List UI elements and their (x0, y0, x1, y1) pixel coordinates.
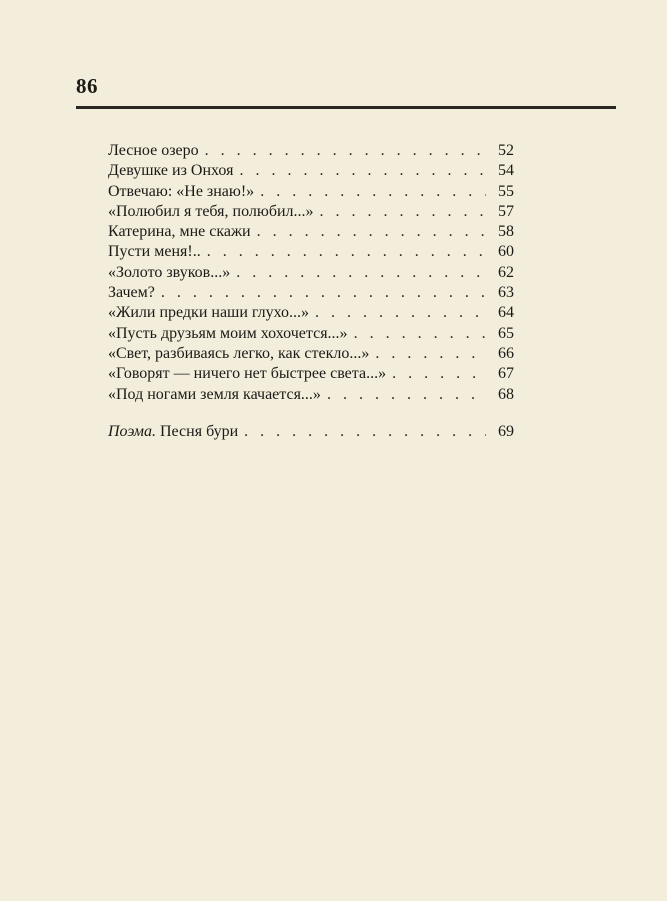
leader-dots (315, 303, 486, 323)
toc-poem-title (108, 422, 238, 442)
toc-entry-page: 67 (498, 365, 514, 383)
section-spacer (108, 405, 514, 422)
toc-entry-page: 60 (498, 243, 514, 261)
toc-entry (108, 161, 514, 181)
toc-entry-title: Пусти меня!.. (108, 243, 201, 261)
header-rule (76, 106, 616, 109)
toc-entry (108, 222, 514, 242)
toc-entry-title: «Жили предки наши глухо...» (108, 304, 310, 322)
toc-entry (108, 344, 514, 364)
leader-dots (205, 141, 486, 161)
toc-entry-title: Зачем? (108, 284, 155, 302)
leader-dots (354, 324, 486, 344)
toc-entry-page: 63 (498, 284, 514, 302)
poem-title: Песня бури (160, 422, 239, 440)
leader-dots (392, 364, 486, 384)
toc-entry-title: «Золото звуков...» (108, 263, 231, 281)
toc-entry-title: «Полюбил я тебя, полюбил...» (108, 202, 314, 220)
toc-entry (108, 324, 514, 344)
leader-dots (244, 422, 486, 442)
leader-dots (327, 385, 486, 405)
toc-entry-title: Лесное озеро (108, 142, 199, 159)
toc-entry-page: 54 (498, 162, 514, 180)
toc-entry (108, 364, 514, 384)
toc-entry (108, 242, 514, 262)
leader-dots (257, 222, 486, 242)
toc-entry (108, 202, 514, 222)
toc-entry-title: «Говорят — ничего нет быстрее света...» (108, 365, 387, 383)
page-number: 86 (76, 74, 98, 98)
toc-entry-page: 66 (498, 344, 514, 362)
toc-entry (108, 283, 514, 303)
toc-entry (108, 385, 514, 405)
leader-dots (207, 242, 486, 262)
toc-entry-page: 58 (498, 223, 514, 241)
toc-entry (108, 263, 514, 283)
leader-dots (236, 263, 486, 283)
toc-poem-entry (108, 422, 514, 442)
toc-entry-page: 65 (498, 324, 514, 342)
toc-entry-page: 64 (498, 304, 514, 322)
leader-dots (260, 182, 486, 202)
leader-dots (375, 344, 486, 364)
leader-dots (161, 283, 486, 303)
toc-entry-page: 68 (498, 385, 514, 403)
toc-entry-title: Отвечаю: «Не знаю!» (108, 182, 255, 200)
toc-entry-title: Девушке из Онхоя (108, 162, 234, 180)
toc-entry-title: «Пусть друзьям моим хохочется...» (108, 324, 348, 342)
toc-entry-page: 52 (498, 142, 514, 159)
toc-entry (108, 303, 514, 323)
leader-dots (239, 161, 486, 181)
toc-entry-title: «Свет, разбиваясь легко, как стекло...» (108, 344, 370, 362)
toc-entry-page: 55 (498, 182, 514, 200)
toc-entry-title: Катерина, мне скажи (108, 223, 251, 241)
poem-label: Поэма. (108, 422, 156, 440)
leader-dots (320, 202, 487, 222)
toc-entry-title: «Под ногами земля качается...» (108, 385, 321, 403)
toc-poem-page: 69 (498, 422, 514, 440)
toc-entry (108, 182, 514, 202)
toc-entry-page: 62 (498, 263, 514, 281)
toc-entry (108, 141, 514, 161)
table-of-contents (108, 141, 514, 442)
toc-entry-page: 57 (498, 202, 514, 220)
